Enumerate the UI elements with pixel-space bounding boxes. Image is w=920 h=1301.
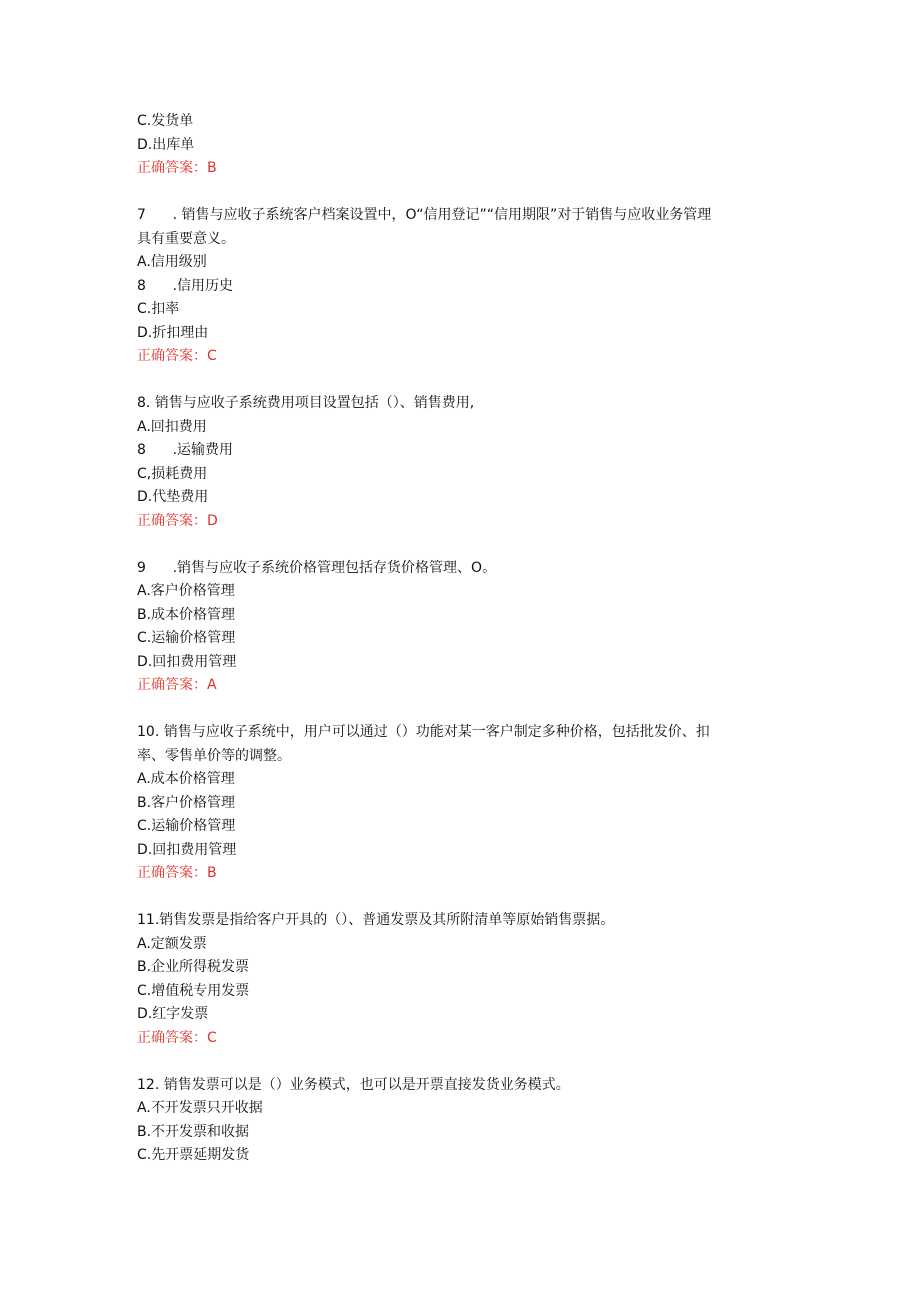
question-text: 9 .销售与应收子系统价格管理包括存货价格管理、O。 [137, 559, 497, 576]
correct-answer: 正确答案：B [137, 160, 217, 176]
question-text: 11.销售发票是指给客户开具的（）、普通发票及其所附清单等原始销售票据。 [137, 912, 615, 928]
answer-option: A.回扣费用 [137, 418, 207, 435]
paragraph-gap [137, 181, 787, 205]
answer-option: C.发货单 [137, 113, 194, 129]
paragraph-gap [137, 886, 787, 910]
document-body [137, 110, 787, 1168]
answer-option: D.折扣理由 [137, 324, 209, 341]
answer-option: 8 .运输费用 [137, 442, 234, 458]
answer-option: C.增值税专用发票 [137, 982, 250, 999]
correct-answer: 正确答案：A [137, 677, 217, 693]
answer-option: A.成本价格管理 [137, 771, 235, 787]
answer-option: A.不开发票只开收据 [137, 1100, 263, 1116]
correct-answer: 正确答案：C [137, 348, 217, 364]
answer-option: C.先开票延期发货 [137, 1147, 250, 1163]
question-text: 具有重要意义。 [137, 230, 235, 247]
correct-answer: 正确答案：C [137, 1029, 217, 1046]
answer-option: D.出库单 [137, 136, 195, 153]
answer-option: D.回扣费用管理 [137, 653, 237, 670]
answer-option: C,损耗费用 [137, 465, 208, 482]
paragraph-gap [137, 698, 787, 722]
answer-option: D.回扣费用管理 [137, 841, 237, 858]
answer-option: B.企业所得税发票 [137, 959, 250, 975]
question-text: 12. 销售发票可以是（）业务模式，也可以是开票直接发货业务模式。 [137, 1076, 570, 1093]
answer-option: D.红字发票 [137, 1006, 209, 1022]
question-text: 8. 销售与应收子系统费用项目设置包括（）、销售费用, [137, 395, 475, 411]
answer-option: B.客户价格管理 [137, 794, 236, 811]
answer-option: A.定额发票 [137, 935, 207, 952]
answer-option: A.客户价格管理 [137, 583, 235, 599]
paragraph-gap [137, 369, 787, 393]
question-text: 10. 销售与应收子系统中，用户可以通过（）功能对某一客户制定多种价格，包括批发价、扣 [137, 724, 710, 740]
answer-option: 8 .信用历史 [137, 277, 234, 294]
question-text: 率、零售单价等的调整。 [137, 747, 291, 764]
paragraph-gap [137, 1050, 787, 1074]
paragraph-gap [137, 533, 787, 557]
answer-option: D.代垫费用 [137, 489, 209, 505]
answer-option: B.成本价格管理 [137, 606, 236, 623]
answer-option: A.信用级别 [137, 254, 207, 270]
question-text: 7 . 销售与应收子系统客户档案设置中，O“信用登记”“信用期限”对于销售与应收业务管理 [137, 207, 712, 223]
correct-answer: 正确答案：D [137, 512, 218, 529]
answer-option: C.扣率 [137, 301, 180, 317]
answer-option: C.运输价格管理 [137, 818, 236, 834]
answer-option: C.运输价格管理 [137, 630, 236, 646]
answer-option: B.不开发票和收据 [137, 1123, 250, 1140]
correct-answer: 正确答案：B [137, 865, 217, 881]
